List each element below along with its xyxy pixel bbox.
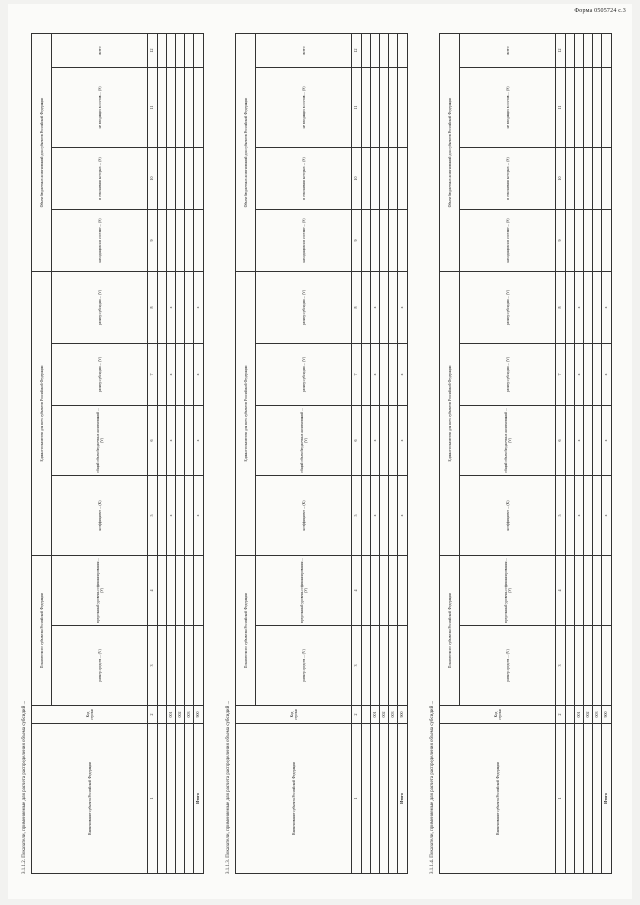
table-row xyxy=(185,34,194,874)
header-cell: размер субсидии ... (V) xyxy=(256,344,352,406)
table-cell[interactable] xyxy=(194,68,203,148)
table-cell[interactable] xyxy=(157,68,166,148)
header-cell: коэффициент ... (K) xyxy=(256,476,352,556)
column-number: 8 xyxy=(556,272,565,344)
table-cell[interactable] xyxy=(593,626,602,706)
na-mark: x xyxy=(574,272,583,344)
column-number: 1 xyxy=(556,724,565,874)
column-number: 5 xyxy=(556,476,565,556)
table-cell[interactable] xyxy=(166,556,175,626)
table-cell[interactable] xyxy=(361,344,370,406)
table-cell[interactable] xyxy=(379,344,388,406)
table-cell[interactable] xyxy=(361,406,370,476)
table-cell[interactable] xyxy=(602,626,611,706)
table-cell[interactable] xyxy=(166,210,175,272)
table-cell[interactable] xyxy=(194,626,203,706)
table-cell[interactable] xyxy=(361,210,370,272)
column-number: 3 xyxy=(352,626,361,706)
table-cell[interactable] xyxy=(389,476,398,556)
header-cell: Наименование субъекта Российской Федерации xyxy=(32,724,148,874)
table-cell[interactable] xyxy=(370,626,379,706)
table-cell[interactable] xyxy=(583,556,592,626)
table-cell[interactable] xyxy=(389,406,398,476)
table-cell[interactable] xyxy=(361,556,370,626)
group-header: Единые показатели для всех субъектов Российской Федерации xyxy=(236,272,256,556)
table-cell[interactable] xyxy=(583,476,592,556)
table-cell[interactable] xyxy=(379,68,388,148)
column-number: 5 xyxy=(148,476,157,556)
table-cell[interactable] xyxy=(389,210,398,272)
table-cell[interactable] xyxy=(175,272,184,344)
header-cell: размер субсидии ... (V) xyxy=(52,272,148,344)
table-cell[interactable] xyxy=(175,556,184,626)
column-number: 7 xyxy=(556,344,565,406)
table-cell[interactable] xyxy=(185,210,194,272)
table-cell[interactable] xyxy=(185,344,194,406)
column-number: 10 xyxy=(148,148,157,210)
table-cell[interactable] xyxy=(379,210,388,272)
header-cell: находящихся в составе ... (S) xyxy=(256,210,352,272)
na-mark: x xyxy=(398,406,407,476)
na-mark: x xyxy=(166,406,175,476)
table-cell[interactable] xyxy=(583,406,592,476)
table-cell[interactable] xyxy=(185,34,194,68)
header-cell: в отношении которых ... (S) xyxy=(52,148,148,210)
group-header: Единые показатели для всех субъектов Российской Федерации xyxy=(440,272,460,556)
na-mark: x xyxy=(602,272,611,344)
table-cell[interactable] xyxy=(379,272,388,344)
header-cell: находящихся в составе ... (S) xyxy=(52,210,148,272)
table-cell[interactable] xyxy=(361,272,370,344)
column-number: 8 xyxy=(148,272,157,344)
column-number: 2 xyxy=(148,706,157,724)
table-cell[interactable] xyxy=(370,724,379,874)
section-title: 3.1.1.2. Показатели, применяемые для расчета распределения объема субсидий ... xyxy=(22,700,27,874)
column-number: 6 xyxy=(148,406,157,476)
table-cell[interactable] xyxy=(389,344,398,406)
table-row xyxy=(157,34,166,874)
table-cell[interactable] xyxy=(157,210,166,272)
table-cell[interactable] xyxy=(565,68,574,148)
table-cell[interactable] xyxy=(166,148,175,210)
table-cell[interactable] xyxy=(379,476,388,556)
column-number: 12 xyxy=(352,34,361,68)
table-row xyxy=(361,34,370,874)
na-mark: x xyxy=(398,344,407,406)
table-cell[interactable] xyxy=(583,148,592,210)
na-mark: x xyxy=(194,406,203,476)
table-cell[interactable] xyxy=(565,556,574,626)
header-cell: находящихся в составе ... (S) xyxy=(460,210,556,272)
header-cell: общий объем бюджетных ассигнований ... (V) xyxy=(256,406,352,476)
table-cell[interactable] xyxy=(398,626,407,706)
header-cell: размер субсидии ... (V) xyxy=(460,272,556,344)
table-cell[interactable] xyxy=(602,34,611,68)
table-cell[interactable] xyxy=(389,148,398,210)
table-cell[interactable] xyxy=(565,148,574,210)
row-code: 002 xyxy=(379,706,388,724)
na-mark: x xyxy=(370,476,379,556)
table-row xyxy=(583,34,592,874)
table-cell[interactable] xyxy=(370,556,379,626)
column-number: 7 xyxy=(148,344,157,406)
table-cell[interactable] xyxy=(361,148,370,210)
table-cell[interactable] xyxy=(389,626,398,706)
table-cell[interactable] xyxy=(175,626,184,706)
table-cell[interactable] xyxy=(583,344,592,406)
group-header: Показатели по субъектам Российской Федерации xyxy=(32,556,52,706)
section-title: 3.1.1.4. Показатели, применяемые для расчета распределения объема субсидий ... xyxy=(430,700,435,874)
section-1 xyxy=(22,14,212,874)
table-cell[interactable] xyxy=(593,148,602,210)
table-cell[interactable] xyxy=(185,724,194,874)
na-mark: x xyxy=(166,344,175,406)
total-label: Итого xyxy=(398,724,407,874)
table-cell[interactable] xyxy=(565,272,574,344)
section-table xyxy=(31,33,204,874)
column-number: 11 xyxy=(556,68,565,148)
table-cell[interactable] xyxy=(398,148,407,210)
table-cell[interactable] xyxy=(175,148,184,210)
column-number: 5 xyxy=(352,476,361,556)
column-number: 1 xyxy=(352,724,361,874)
group-header: Объем бюджетных ассигнований для субъектов Российской Федерации xyxy=(236,34,256,272)
column-number: 1 xyxy=(148,724,157,874)
na-mark: x xyxy=(370,344,379,406)
table-cell[interactable] xyxy=(593,724,602,874)
table-row xyxy=(593,34,602,874)
column-number: 6 xyxy=(352,406,361,476)
table-cell[interactable] xyxy=(166,34,175,68)
table-cell[interactable] xyxy=(361,34,370,68)
header-cell: всего xyxy=(52,34,148,68)
table-row xyxy=(370,34,379,874)
column-number: 9 xyxy=(352,210,361,272)
table-cell[interactable] xyxy=(574,148,583,210)
column-number: 12 xyxy=(148,34,157,68)
header-cell: в отношении которых ... (S) xyxy=(256,148,352,210)
header-cell: предельный уровень софинансирования ... (У) xyxy=(52,556,148,626)
table-cell[interactable] xyxy=(166,626,175,706)
na-mark: x xyxy=(370,272,379,344)
section-3 xyxy=(430,14,620,874)
column-number: 12 xyxy=(556,34,565,68)
form-id: Форма 0505724 с.3 xyxy=(574,8,626,14)
na-mark: x xyxy=(398,272,407,344)
table-cell[interactable] xyxy=(389,34,398,68)
table-cell[interactable] xyxy=(389,272,398,344)
row-code: 900 xyxy=(398,706,407,724)
header-cell: Наименование субъекта Российской Федерации xyxy=(440,724,556,874)
column-number: 11 xyxy=(148,68,157,148)
table-cell[interactable] xyxy=(389,68,398,148)
table-cell[interactable] xyxy=(370,148,379,210)
table-cell[interactable] xyxy=(379,626,388,706)
table-cell[interactable] xyxy=(370,210,379,272)
header-cell: Код строки xyxy=(440,706,556,724)
table-cell[interactable] xyxy=(574,68,583,148)
column-number: 3 xyxy=(556,626,565,706)
header-cell: не входящих в состав ... (S) xyxy=(460,68,556,148)
table-cell[interactable] xyxy=(593,272,602,344)
table-cell[interactable] xyxy=(583,210,592,272)
row-code: 002 xyxy=(175,706,184,724)
table-cell[interactable] xyxy=(175,68,184,148)
table-cell[interactable] xyxy=(602,556,611,626)
table-cell[interactable] xyxy=(574,724,583,874)
header-cell: не входящих в состав ... (S) xyxy=(256,68,352,148)
table-cell[interactable] xyxy=(175,344,184,406)
header-cell: всего xyxy=(256,34,352,68)
row-code: 003 xyxy=(185,706,194,724)
header-cell: общий объем бюджетных ассигнований ... (V) xyxy=(52,406,148,476)
row-code: 003 xyxy=(593,706,602,724)
header-cell: размер субсидии ... (V) xyxy=(52,344,148,406)
table-cell[interactable] xyxy=(565,344,574,406)
table-cell[interactable] xyxy=(574,626,583,706)
table-cell[interactable] xyxy=(175,476,184,556)
table-cell[interactable] xyxy=(361,476,370,556)
row-code: 001 xyxy=(574,706,583,724)
table-cell[interactable] xyxy=(379,148,388,210)
table-cell[interactable] xyxy=(565,34,574,68)
table-cell[interactable] xyxy=(194,556,203,626)
header-cell: размер субсидии ... (V) xyxy=(256,272,352,344)
total-label: Итого xyxy=(194,724,203,874)
column-number: 7 xyxy=(352,344,361,406)
table-cell[interactable] xyxy=(583,272,592,344)
table-cell[interactable] xyxy=(602,68,611,148)
table-cell[interactable] xyxy=(194,34,203,68)
table-cell[interactable] xyxy=(602,148,611,210)
na-mark: x xyxy=(574,406,583,476)
column-number: 6 xyxy=(556,406,565,476)
na-mark: x xyxy=(602,344,611,406)
table-cell[interactable] xyxy=(157,724,166,874)
na-mark: x xyxy=(194,272,203,344)
column-number: 10 xyxy=(556,148,565,210)
na-mark: x xyxy=(574,344,583,406)
header-cell: всего xyxy=(460,34,556,68)
table-cell[interactable] xyxy=(157,344,166,406)
table-cell[interactable] xyxy=(593,68,602,148)
table-cell[interactable] xyxy=(370,68,379,148)
table-cell[interactable] xyxy=(379,724,388,874)
section-table xyxy=(235,33,408,874)
column-number: 2 xyxy=(556,706,565,724)
table-cell[interactable] xyxy=(574,210,583,272)
table-cell[interactable] xyxy=(583,68,592,148)
row-code: 900 xyxy=(194,706,203,724)
table-cell[interactable] xyxy=(361,724,370,874)
table-cell[interactable] xyxy=(565,406,574,476)
table-cell[interactable] xyxy=(157,556,166,626)
table-cell[interactable] xyxy=(175,406,184,476)
row-code xyxy=(361,706,370,724)
header-cell: предельный уровень софинансирования ... (У) xyxy=(460,556,556,626)
table-cell[interactable] xyxy=(565,626,574,706)
table-row xyxy=(166,34,175,874)
row-code: 900 xyxy=(602,706,611,724)
table-row xyxy=(565,34,574,874)
header-cell: предельный уровень софинансирования ... (У) xyxy=(256,556,352,626)
header-cell: Наименование субъекта Российской Федерации xyxy=(236,724,352,874)
column-number: 9 xyxy=(148,210,157,272)
table-cell[interactable] xyxy=(157,626,166,706)
table-cell[interactable] xyxy=(175,34,184,68)
na-mark: x xyxy=(166,272,175,344)
section-title: 3.1.1.3. Показатели, применяемые для расчета распределения объема субсидий ... xyxy=(226,700,231,874)
table-cell[interactable] xyxy=(157,272,166,344)
row-code xyxy=(157,706,166,724)
table-cell[interactable] xyxy=(583,34,592,68)
table-cell[interactable] xyxy=(157,406,166,476)
group-header: Объем бюджетных ассигнований для субъектов Российской Федерации xyxy=(32,34,52,272)
header-cell: не входящих в состав ... (S) xyxy=(52,68,148,148)
table-cell[interactable] xyxy=(194,210,203,272)
table-row xyxy=(389,34,398,874)
table-cell[interactable] xyxy=(185,406,194,476)
table-cell[interactable] xyxy=(175,724,184,874)
section-table xyxy=(439,33,612,874)
table-cell[interactable] xyxy=(565,724,574,874)
column-number: 3 xyxy=(148,626,157,706)
row-code: 002 xyxy=(583,706,592,724)
table-cell[interactable] xyxy=(389,724,398,874)
document-page xyxy=(8,4,632,899)
table-cell[interactable] xyxy=(574,556,583,626)
header-cell: размер средств ... (V) xyxy=(52,626,148,706)
table-cell[interactable] xyxy=(166,68,175,148)
row-code: 001 xyxy=(370,706,379,724)
table-cell[interactable] xyxy=(185,626,194,706)
table-row xyxy=(602,34,611,874)
table-cell[interactable] xyxy=(593,556,602,626)
table-cell[interactable] xyxy=(185,148,194,210)
row-code xyxy=(565,706,574,724)
header-cell: размер средств ... (V) xyxy=(460,626,556,706)
table-cell[interactable] xyxy=(398,556,407,626)
na-mark: x xyxy=(398,476,407,556)
group-header: Показатели по субъектам Российской Федерации xyxy=(236,556,256,706)
group-header: Объем бюджетных ассигнований для субъектов Российской Федерации xyxy=(440,34,460,272)
table-cell[interactable] xyxy=(379,34,388,68)
table-cell[interactable] xyxy=(593,34,602,68)
table-cell[interactable] xyxy=(379,406,388,476)
table-cell[interactable] xyxy=(157,476,166,556)
na-mark: x xyxy=(194,476,203,556)
table-cell[interactable] xyxy=(398,210,407,272)
header-cell: размер субсидии ... (V) xyxy=(460,344,556,406)
table-cell[interactable] xyxy=(398,34,407,68)
na-mark: x xyxy=(370,406,379,476)
total-label: Итого xyxy=(602,724,611,874)
table-cell[interactable] xyxy=(194,148,203,210)
table-cell[interactable] xyxy=(593,210,602,272)
table-cell[interactable] xyxy=(157,34,166,68)
table-row xyxy=(194,34,203,874)
table-row xyxy=(175,34,184,874)
table-cell[interactable] xyxy=(185,272,194,344)
table-cell[interactable] xyxy=(583,724,592,874)
table-cell[interactable] xyxy=(389,556,398,626)
column-number: 9 xyxy=(556,210,565,272)
table-cell[interactable] xyxy=(185,68,194,148)
table-cell[interactable] xyxy=(602,210,611,272)
table-cell[interactable] xyxy=(593,344,602,406)
table-cell[interactable] xyxy=(574,34,583,68)
header-cell: в отношении которых ... (S) xyxy=(460,148,556,210)
column-number: 4 xyxy=(556,556,565,626)
na-mark: x xyxy=(166,476,175,556)
table-row xyxy=(379,34,388,874)
table-cell[interactable] xyxy=(565,210,574,272)
table-row xyxy=(574,34,583,874)
table-cell[interactable] xyxy=(583,626,592,706)
table-cell[interactable] xyxy=(370,34,379,68)
header-cell: Код строки xyxy=(236,706,352,724)
table-cell[interactable] xyxy=(361,626,370,706)
na-mark: x xyxy=(574,476,583,556)
column-number: 10 xyxy=(352,148,361,210)
group-header: Показатели по субъектам Российской Федерации xyxy=(440,556,460,706)
table-cell[interactable] xyxy=(565,476,574,556)
table-cell[interactable] xyxy=(379,556,388,626)
header-cell: коэффициент ... (K) xyxy=(52,476,148,556)
table-cell[interactable] xyxy=(185,476,194,556)
row-code: 001 xyxy=(166,706,175,724)
table-cell[interactable] xyxy=(593,406,602,476)
header-cell: коэффициент ... (K) xyxy=(460,476,556,556)
table-row xyxy=(398,34,407,874)
section-2 xyxy=(226,14,416,874)
na-mark: x xyxy=(602,406,611,476)
table-cell[interactable] xyxy=(166,724,175,874)
table-cell[interactable] xyxy=(593,476,602,556)
table-cell[interactable] xyxy=(398,68,407,148)
header-cell: размер средств ... (V) xyxy=(256,626,352,706)
na-mark: x xyxy=(194,344,203,406)
group-header: Единые показатели для всех субъектов Российской Федерации xyxy=(32,272,52,556)
na-mark: x xyxy=(602,476,611,556)
row-code: 003 xyxy=(389,706,398,724)
table-cell[interactable] xyxy=(175,210,184,272)
table-cell[interactable] xyxy=(361,68,370,148)
column-number: 11 xyxy=(352,68,361,148)
header-cell: общий объем бюджетных ассигнований ... (V) xyxy=(460,406,556,476)
column-number: 4 xyxy=(148,556,157,626)
column-number: 4 xyxy=(352,556,361,626)
column-number: 2 xyxy=(352,706,361,724)
table-cell[interactable] xyxy=(185,556,194,626)
table-cell[interactable] xyxy=(157,148,166,210)
column-number: 8 xyxy=(352,272,361,344)
header-cell: Код строки xyxy=(32,706,148,724)
